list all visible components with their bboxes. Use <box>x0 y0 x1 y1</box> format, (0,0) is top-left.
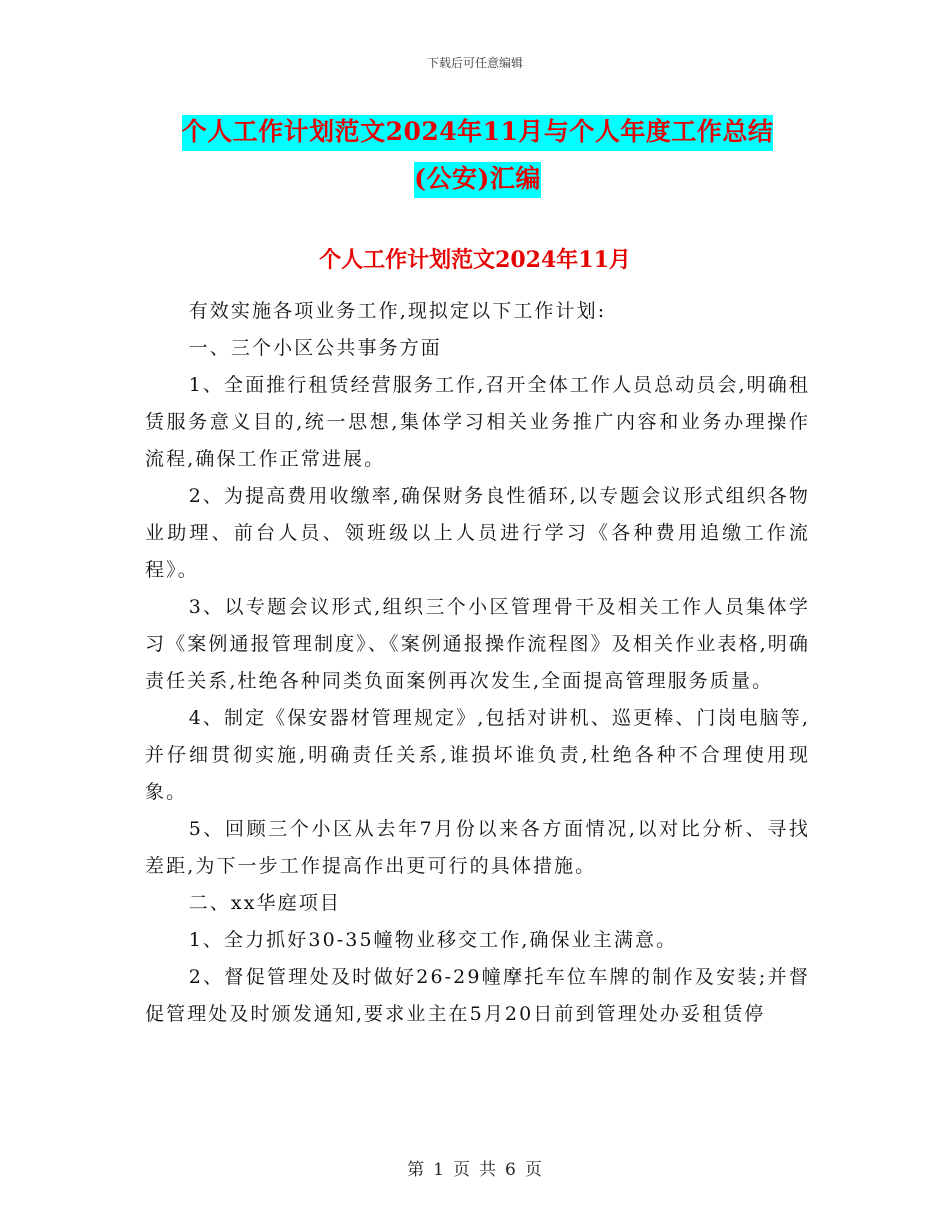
paragraph: 1、全面推行租赁经营服务工作,召开全体工作人员总动员会,明确租赁服务意义目的,统一思想,集体学习相关业务推广内容和业务办理操作流程,确保工作正常进展。 <box>145 374 810 470</box>
footer-total-label: 共 <box>479 1160 497 1180</box>
footer-page-number: 1 <box>433 1160 445 1180</box>
footer-total-unit: 页 <box>524 1160 543 1180</box>
footer-page-label: 第 <box>407 1160 426 1180</box>
paragraph: 3、以专题会议形式,组织三个小区管理骨干及相关工作人员集体学习《案例通报管理制度》、《案例通报操作流程图》及相关作业表格,明确责任关系,杜绝各种同类负面案例再次发生,全面提高管理服务质量。 <box>145 596 810 692</box>
page-footer <box>0 1155 950 1180</box>
paragraph: 有效实施各项业务工作,现拟定以下工作计划: <box>188 300 607 322</box>
paragraph: 2、督促管理处及时做好26-29幢摩托车位车牌的制作及安装;并督促管理处及时颁发通知,要求业主在5月20日前到管理处办妥租赁停 <box>145 966 810 1025</box>
paragraph: 2、为提高费用收缴率,确保财务良性循环,以专题会议形式组织各物业助理、前台人员、领班级以上人员进行学习《各种费用追缴工作流程》。 <box>145 485 810 581</box>
section-title: 个人工作计划范文2024年11月 <box>319 247 631 273</box>
paragraph: 一、三个小区公共事务方面 <box>188 337 442 359</box>
paragraph: 二、xx华庭项目 <box>188 892 341 914</box>
header-note: 下载后可任意编辑 <box>426 56 523 70</box>
title-line-2: (公安)汇编 <box>414 162 541 198</box>
document-title <box>145 108 810 202</box>
paragraph: 1、全力抓好30-35幢物业移交工作,确保业主满意。 <box>188 929 678 951</box>
paragraph: 5、回顾三个小区从去年7月份以来各方面情况,以对比分析、寻找差距,为下一步工作提高作出更可行的具体措施。 <box>145 818 810 877</box>
footer-page-unit: 页 <box>453 1160 471 1180</box>
paragraph: 4、制定《保安器材管理规定》,包括对讲机、巡更棒、门岗电脑等,并仔细贯彻实施,明确责任关系,谁损坏谁负责,杜绝各种不合理使用现象。 <box>145 707 810 803</box>
title-line-1: 个人工作计划范文2024年11月与个人年度工作总结 <box>182 115 774 151</box>
footer-total-pages: 6 <box>505 1160 517 1180</box>
document-body <box>145 293 810 1033</box>
